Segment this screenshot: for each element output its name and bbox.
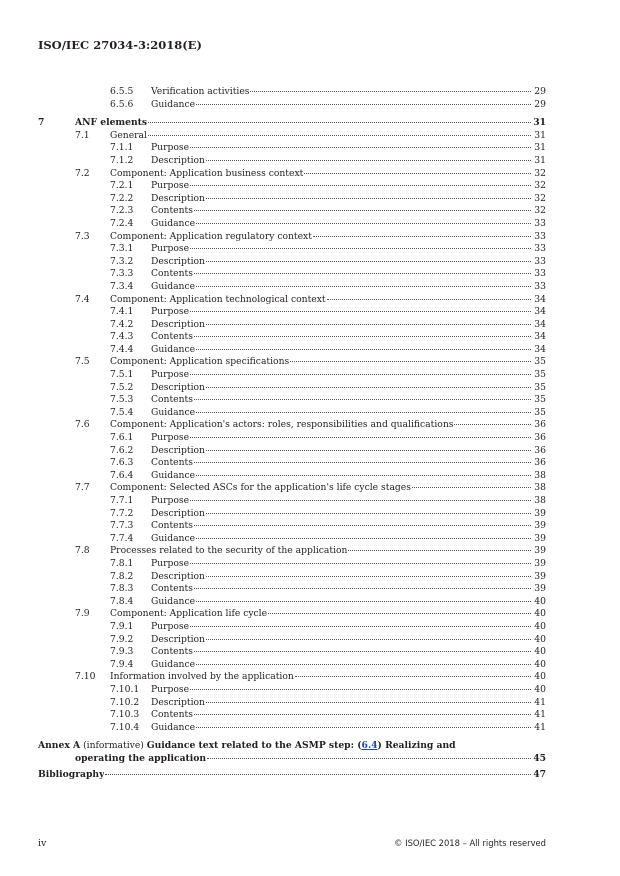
toc-entry[interactable]	[38, 634, 546, 647]
toc-entry-title: Guidance	[151, 343, 196, 355]
dot-leader	[190, 147, 531, 148]
toc-entry-title: Component: Application regulatory context	[110, 230, 312, 242]
toc-entry[interactable]	[38, 382, 546, 395]
toc-entry-number: 7.4.4	[110, 343, 134, 355]
toc-entry-number: 7.3.1	[110, 243, 134, 255]
toc-entry-number: 7.8	[75, 545, 90, 557]
dot-leader	[194, 273, 531, 274]
toc-entry[interactable]	[38, 319, 546, 332]
toc-entry[interactable]	[38, 344, 546, 357]
toc-entry[interactable]	[38, 470, 546, 483]
dot-leader	[304, 173, 531, 174]
toc-entry[interactable]	[38, 407, 546, 420]
toc-entry-page: 35	[534, 394, 546, 406]
dot-leader	[196, 349, 531, 350]
annex-label: Annex A	[38, 740, 81, 752]
toc-entry-title: Purpose	[151, 557, 190, 569]
annex-type: (informative)	[83, 740, 144, 752]
dot-leader	[196, 104, 531, 105]
dot-leader	[196, 412, 531, 413]
dot-leader	[190, 311, 531, 312]
toc-entry[interactable]	[38, 596, 546, 609]
dot-leader	[206, 387, 531, 388]
toc-entry-title: Purpose	[151, 369, 190, 381]
dot-leader	[194, 651, 531, 652]
toc-entry[interactable]	[38, 294, 546, 307]
toc-entry-title: Purpose	[151, 180, 190, 192]
toc-entry-page: 39	[534, 520, 546, 532]
toc-entry-title: Guidance	[151, 532, 196, 544]
toc-entry-number: 7.7.2	[110, 507, 134, 519]
toc-entry-number: 7.2	[75, 167, 90, 179]
toc-entry[interactable]	[38, 117, 546, 130]
toc-entry-page: 36	[534, 432, 546, 444]
toc-entry-number: 7.4.2	[110, 318, 134, 330]
toc-entry-title: ANF elements	[75, 117, 148, 129]
toc-entry[interactable]	[38, 205, 546, 218]
dot-leader	[196, 475, 531, 476]
dot-leader	[190, 248, 531, 249]
dot-leader	[196, 538, 531, 539]
toc-entry-title: Contents	[151, 457, 193, 469]
toc-entry-number: 6.5.6	[110, 98, 134, 110]
toc-entry-number: 7.2.1	[110, 180, 134, 192]
toc-entry-page: 35	[534, 356, 546, 368]
toc-entry[interactable]	[38, 545, 546, 558]
toc-entry-page: 33	[534, 255, 546, 267]
toc-entry-page: 40	[534, 671, 546, 683]
page-number: iv	[38, 838, 47, 849]
toc-entry-number: 7.3.3	[110, 268, 134, 280]
toc-entry-number: 7.8.3	[110, 583, 134, 595]
annex-title-line1	[38, 740, 546, 753]
dot-leader	[207, 758, 531, 759]
dot-leader	[194, 714, 531, 715]
toc-entry[interactable]	[38, 482, 546, 495]
toc-entry[interactable]	[38, 671, 546, 684]
toc-entry-number: 7.4.3	[110, 331, 134, 343]
dot-leader	[327, 299, 531, 300]
toc-entry-number: 7.10.4	[110, 721, 140, 733]
toc-entry[interactable]	[38, 558, 546, 571]
dot-leader	[196, 286, 531, 287]
dot-leader	[454, 424, 531, 425]
dot-leader	[313, 236, 531, 237]
toc-entry-page: 40	[534, 620, 546, 632]
dot-leader	[250, 91, 531, 92]
dot-leader	[206, 450, 531, 451]
toc-entry-title: Description	[151, 633, 205, 645]
toc-entry-title: Contents	[151, 709, 193, 721]
toc-entry-title: Guidance	[151, 658, 196, 670]
toc-entry[interactable]	[38, 369, 546, 382]
toc-entry-title: Guidance	[151, 280, 196, 292]
dot-leader	[194, 462, 531, 463]
toc-entry[interactable]	[38, 495, 546, 508]
toc-entry-page: 34	[534, 331, 546, 343]
toc-entry-page: 33	[534, 243, 546, 255]
dot-leader	[190, 626, 531, 627]
toc-entry[interactable]	[38, 432, 546, 445]
toc-entry[interactable]	[38, 243, 546, 256]
toc-entry-number: 7.10	[75, 671, 96, 683]
toc-entry[interactable]	[38, 231, 546, 244]
toc-entry-page: 32	[534, 192, 546, 204]
toc-entry-number: 7.8.2	[110, 570, 134, 582]
toc-entry-title: Purpose	[151, 683, 190, 695]
toc-entry[interactable]	[38, 256, 546, 269]
dot-leader	[290, 361, 531, 362]
toc-entry-title: Component: Application life cycle	[110, 608, 268, 620]
toc-entry-number: 7.3.4	[110, 280, 134, 292]
toc-entry-number: 7.9.1	[110, 620, 134, 632]
toc-entry-page: 41	[534, 709, 546, 721]
toc-entry-title: Processes related to the security of the application	[110, 545, 348, 557]
dot-leader	[268, 613, 531, 614]
toc-entry-number: 7.1.2	[110, 154, 134, 166]
toc-entry-page: 34	[534, 343, 546, 355]
bibliography-page: 47	[533, 769, 546, 781]
toc-entry-page: 33	[534, 217, 546, 229]
toc-entry[interactable]	[38, 86, 546, 99]
toc-entry-title: Purpose	[151, 432, 190, 444]
toc-entry[interactable]	[38, 445, 546, 458]
toc-entry-title: Contents	[151, 646, 193, 658]
toc-entry[interactable]	[38, 142, 546, 155]
dot-leader	[148, 122, 531, 123]
annex-page: 45	[533, 752, 546, 764]
toc-entry-number: 7.9.4	[110, 658, 134, 670]
dot-leader	[206, 198, 531, 199]
toc-entry[interactable]	[38, 155, 546, 168]
toc-entry-number: 7.6.1	[110, 432, 134, 444]
toc-entry-page: 33	[534, 280, 546, 292]
toc-entry[interactable]	[38, 520, 546, 533]
toc-entry[interactable]	[38, 659, 546, 672]
toc-entry-title: Purpose	[151, 495, 190, 506]
toc-entry-page: 31	[534, 154, 546, 166]
toc-entry-page: 38	[534, 469, 546, 481]
toc-entry-title: Description	[151, 570, 205, 582]
toc-entry[interactable]	[38, 193, 546, 206]
dot-leader	[190, 689, 531, 690]
toc-entry-page: 34	[534, 318, 546, 330]
toc-entry[interactable]	[38, 394, 546, 407]
toc-entry-title: Guidance	[151, 595, 196, 607]
toc-entry-page: 40	[534, 633, 546, 645]
toc-entry-page: 36	[534, 419, 546, 431]
toc-entry-number: 7.1.1	[110, 142, 134, 154]
toc-entry[interactable]	[38, 218, 546, 231]
toc-entry-page: 39	[534, 545, 546, 557]
dot-leader	[194, 336, 531, 337]
toc-entry-number: 7.10.2	[110, 696, 140, 708]
toc-entry-number: 7.5.4	[110, 406, 134, 418]
toc-entry-number: 7	[38, 117, 45, 129]
toc-entry-page: 31	[534, 129, 546, 141]
toc-entry-title: Information involved by the application	[110, 671, 294, 683]
bibliography-title: Bibliography	[38, 769, 105, 781]
toc-entry-title: Contents	[151, 331, 193, 343]
dot-leader	[295, 676, 531, 677]
dot-leader	[348, 550, 531, 551]
toc-entry-page: 34	[534, 293, 546, 305]
toc-entry-page: 41	[534, 721, 546, 733]
toc-entry-number: 7.7	[75, 482, 90, 494]
toc-entry-number: 7.2.2	[110, 192, 134, 204]
toc-entry-title: Description	[151, 696, 205, 708]
toc-entry-number: 7.5.2	[110, 381, 134, 393]
toc-entry-page: 40	[534, 646, 546, 658]
annex-clause-link[interactable]: 6.4	[361, 740, 378, 752]
toc-entry-page: 36	[534, 457, 546, 469]
toc-entry-title: Component: Application specifications	[110, 356, 290, 368]
toc-entry-number: 7.5	[75, 356, 90, 368]
toc-entry[interactable]	[38, 356, 546, 369]
annex-title-line2-text: operating the application	[75, 752, 207, 764]
toc-entry[interactable]	[38, 709, 546, 722]
toc-entry-page: 40	[534, 608, 546, 620]
toc-entry[interactable]	[38, 508, 546, 521]
toc-entry-title: Description	[151, 255, 205, 267]
toc-entry-page: 29	[534, 86, 546, 97]
toc-entry[interactable]	[38, 608, 546, 621]
dot-leader	[190, 500, 531, 501]
toc-entry-page: 32	[534, 167, 546, 179]
toc-entry[interactable]	[38, 130, 546, 143]
dot-leader	[190, 374, 531, 375]
toc-entry[interactable]	[38, 457, 546, 470]
toc-entry[interactable]	[38, 331, 546, 344]
toc-entry-title: Purpose	[151, 620, 190, 632]
dot-leader	[190, 437, 531, 438]
toc-entry-page: 40	[534, 658, 546, 670]
toc-entry-number: 7.1	[75, 129, 90, 141]
toc-entry-page: 34	[534, 306, 546, 318]
toc-entry-number: 7.4	[75, 293, 90, 305]
toc-entry-page: 38	[534, 495, 546, 506]
toc-entry-title: Contents	[151, 268, 193, 280]
dot-leader	[196, 727, 531, 728]
toc-entry-number: 7.6.2	[110, 444, 134, 456]
toc-entry-title: Guidance	[151, 98, 196, 110]
dot-leader	[206, 324, 531, 325]
dot-leader	[412, 487, 531, 488]
toc-entry-title: Guidance	[151, 469, 196, 481]
dot-leader	[206, 513, 531, 514]
toc-entry-number: 7.7.1	[110, 495, 134, 506]
toc-entry-title: Component: Selected ASCs for the application's life cycle stages	[110, 482, 411, 494]
toc-entry-title: Verification activities	[151, 86, 250, 97]
dot-leader	[196, 601, 531, 602]
toc-entry-title: Guidance	[151, 406, 196, 418]
annex-title-part1: Guidance text related to the ASMP step: (	[146, 740, 362, 752]
toc-entry-title: Description	[151, 318, 205, 330]
toc-entry-number: 7.7.4	[110, 532, 134, 544]
toc-entry[interactable]	[38, 281, 546, 294]
toc-entry-page: 31	[534, 142, 546, 154]
dot-leader	[206, 160, 531, 161]
toc-entry-page: 39	[534, 570, 546, 582]
toc-entry[interactable]	[38, 697, 546, 710]
toc-entry-number: 7.6.4	[110, 469, 134, 481]
dot-leader	[194, 588, 531, 589]
toc-annex-a[interactable]	[38, 740, 546, 765]
toc-entry-title: General	[110, 129, 147, 141]
toc-entry-number: 7.4.1	[110, 306, 134, 318]
toc-entry-title: Guidance	[151, 721, 196, 733]
toc-entry[interactable]	[38, 621, 546, 634]
toc-entry-title: Component: Application technological context	[110, 293, 326, 305]
copyright-notice: © ISO/IEC 2018 – All rights reserved	[394, 838, 546, 848]
toc-entry-title: Purpose	[151, 243, 190, 255]
toc-entry[interactable]	[38, 306, 546, 319]
toc-entry-number: 7.10.3	[110, 709, 140, 721]
toc-entry-number: 7.9.2	[110, 633, 134, 645]
toc-entry[interactable]	[38, 99, 546, 112]
dot-leader	[190, 185, 531, 186]
toc-entry-title: Description	[151, 381, 205, 393]
toc-entry-number: 7.6	[75, 419, 90, 431]
dot-leader	[194, 525, 531, 526]
toc-entry-number: 7.2.4	[110, 217, 134, 229]
toc-entry-title: Description	[151, 444, 205, 456]
toc-entry-title: Contents	[151, 205, 193, 217]
document-header: ISO/IEC 27034-3:2018(E)	[38, 38, 202, 52]
toc-entry-title: Component: Application business context	[110, 167, 304, 179]
toc-entry-page: 35	[534, 381, 546, 393]
dot-leader	[194, 399, 531, 400]
toc-entry-title: Description	[151, 507, 205, 519]
toc-entry-title: Contents	[151, 520, 193, 532]
toc-entry-number: 7.5.1	[110, 369, 134, 381]
toc-entry-number: 7.8.4	[110, 595, 134, 607]
toc-entry[interactable]	[38, 419, 546, 432]
toc-entry[interactable]	[38, 180, 546, 193]
toc-entry[interactable]	[38, 571, 546, 584]
toc-bibliography[interactable]	[38, 769, 546, 782]
dot-leader	[206, 639, 531, 640]
toc-entry-number: 7.9	[75, 608, 90, 620]
toc-entry-number: 7.3	[75, 230, 90, 242]
toc-entry-page: 29	[534, 98, 546, 110]
toc-entry-page: 31	[533, 117, 546, 129]
toc-entry[interactable]	[38, 722, 546, 735]
dot-leader	[206, 576, 531, 577]
toc-entry-number: 7.8.1	[110, 557, 134, 569]
toc-entry-number: 7.2.3	[110, 205, 134, 217]
dot-leader	[194, 210, 531, 211]
annex-title-part2: ) Realizing and	[377, 740, 456, 752]
dot-leader	[148, 135, 531, 136]
toc-entry-page: 32	[534, 180, 546, 192]
toc-entry-page: 32	[534, 205, 546, 217]
toc-entry[interactable]	[38, 583, 546, 596]
toc-entry-page: 36	[534, 444, 546, 456]
toc-entries	[38, 86, 546, 734]
dot-leader	[206, 702, 531, 703]
toc-entry-page: 38	[534, 482, 546, 494]
toc-entry-number: 6.5.5	[110, 86, 134, 97]
toc-entry-title: Purpose	[151, 142, 190, 154]
dot-leader	[196, 223, 531, 224]
toc-entry-title: Purpose	[151, 306, 190, 318]
toc-entry[interactable]	[38, 533, 546, 546]
toc-entry-title: Component: Application's actors: roles, responsibilities and qualifications	[110, 419, 454, 431]
toc-entry-page: 39	[534, 557, 546, 569]
toc-entry-page: 35	[534, 369, 546, 381]
toc-entry-page: 35	[534, 406, 546, 418]
toc-entry[interactable]	[38, 684, 546, 697]
dot-leader	[105, 774, 531, 775]
toc-entry-page: 40	[534, 683, 546, 695]
toc-entry-page: 40	[534, 595, 546, 607]
dot-leader	[196, 664, 531, 665]
toc-entry-page: 33	[534, 230, 546, 242]
dot-leader	[206, 261, 531, 262]
annex-title-line2	[38, 753, 546, 766]
toc-entry-title: Guidance	[151, 217, 196, 229]
toc-entry-number: 7.5.3	[110, 394, 134, 406]
toc-entry-title: Description	[151, 154, 205, 166]
toc-entry-title: Contents	[151, 394, 193, 406]
toc-entry-number: 7.9.3	[110, 646, 134, 658]
dot-leader	[190, 563, 531, 564]
toc-entry-page: 33	[534, 268, 546, 280]
toc-entry[interactable]	[38, 646, 546, 659]
toc-entry-number: 7.6.3	[110, 457, 134, 469]
toc-entry-title: Description	[151, 192, 205, 204]
toc-entry[interactable]	[38, 168, 546, 181]
toc-entry-page: 41	[534, 696, 546, 708]
toc-entry-number: 7.3.2	[110, 255, 134, 267]
toc-entry-page: 39	[534, 507, 546, 519]
toc-entry-page: 39	[534, 532, 546, 544]
table-of-contents	[38, 86, 546, 782]
toc-entry[interactable]	[38, 268, 546, 281]
toc-entry-page: 39	[534, 583, 546, 595]
toc-entry-title: Contents	[151, 583, 193, 595]
toc-entry-number: 7.10.1	[110, 683, 140, 695]
toc-entry-number: 7.7.3	[110, 520, 134, 532]
